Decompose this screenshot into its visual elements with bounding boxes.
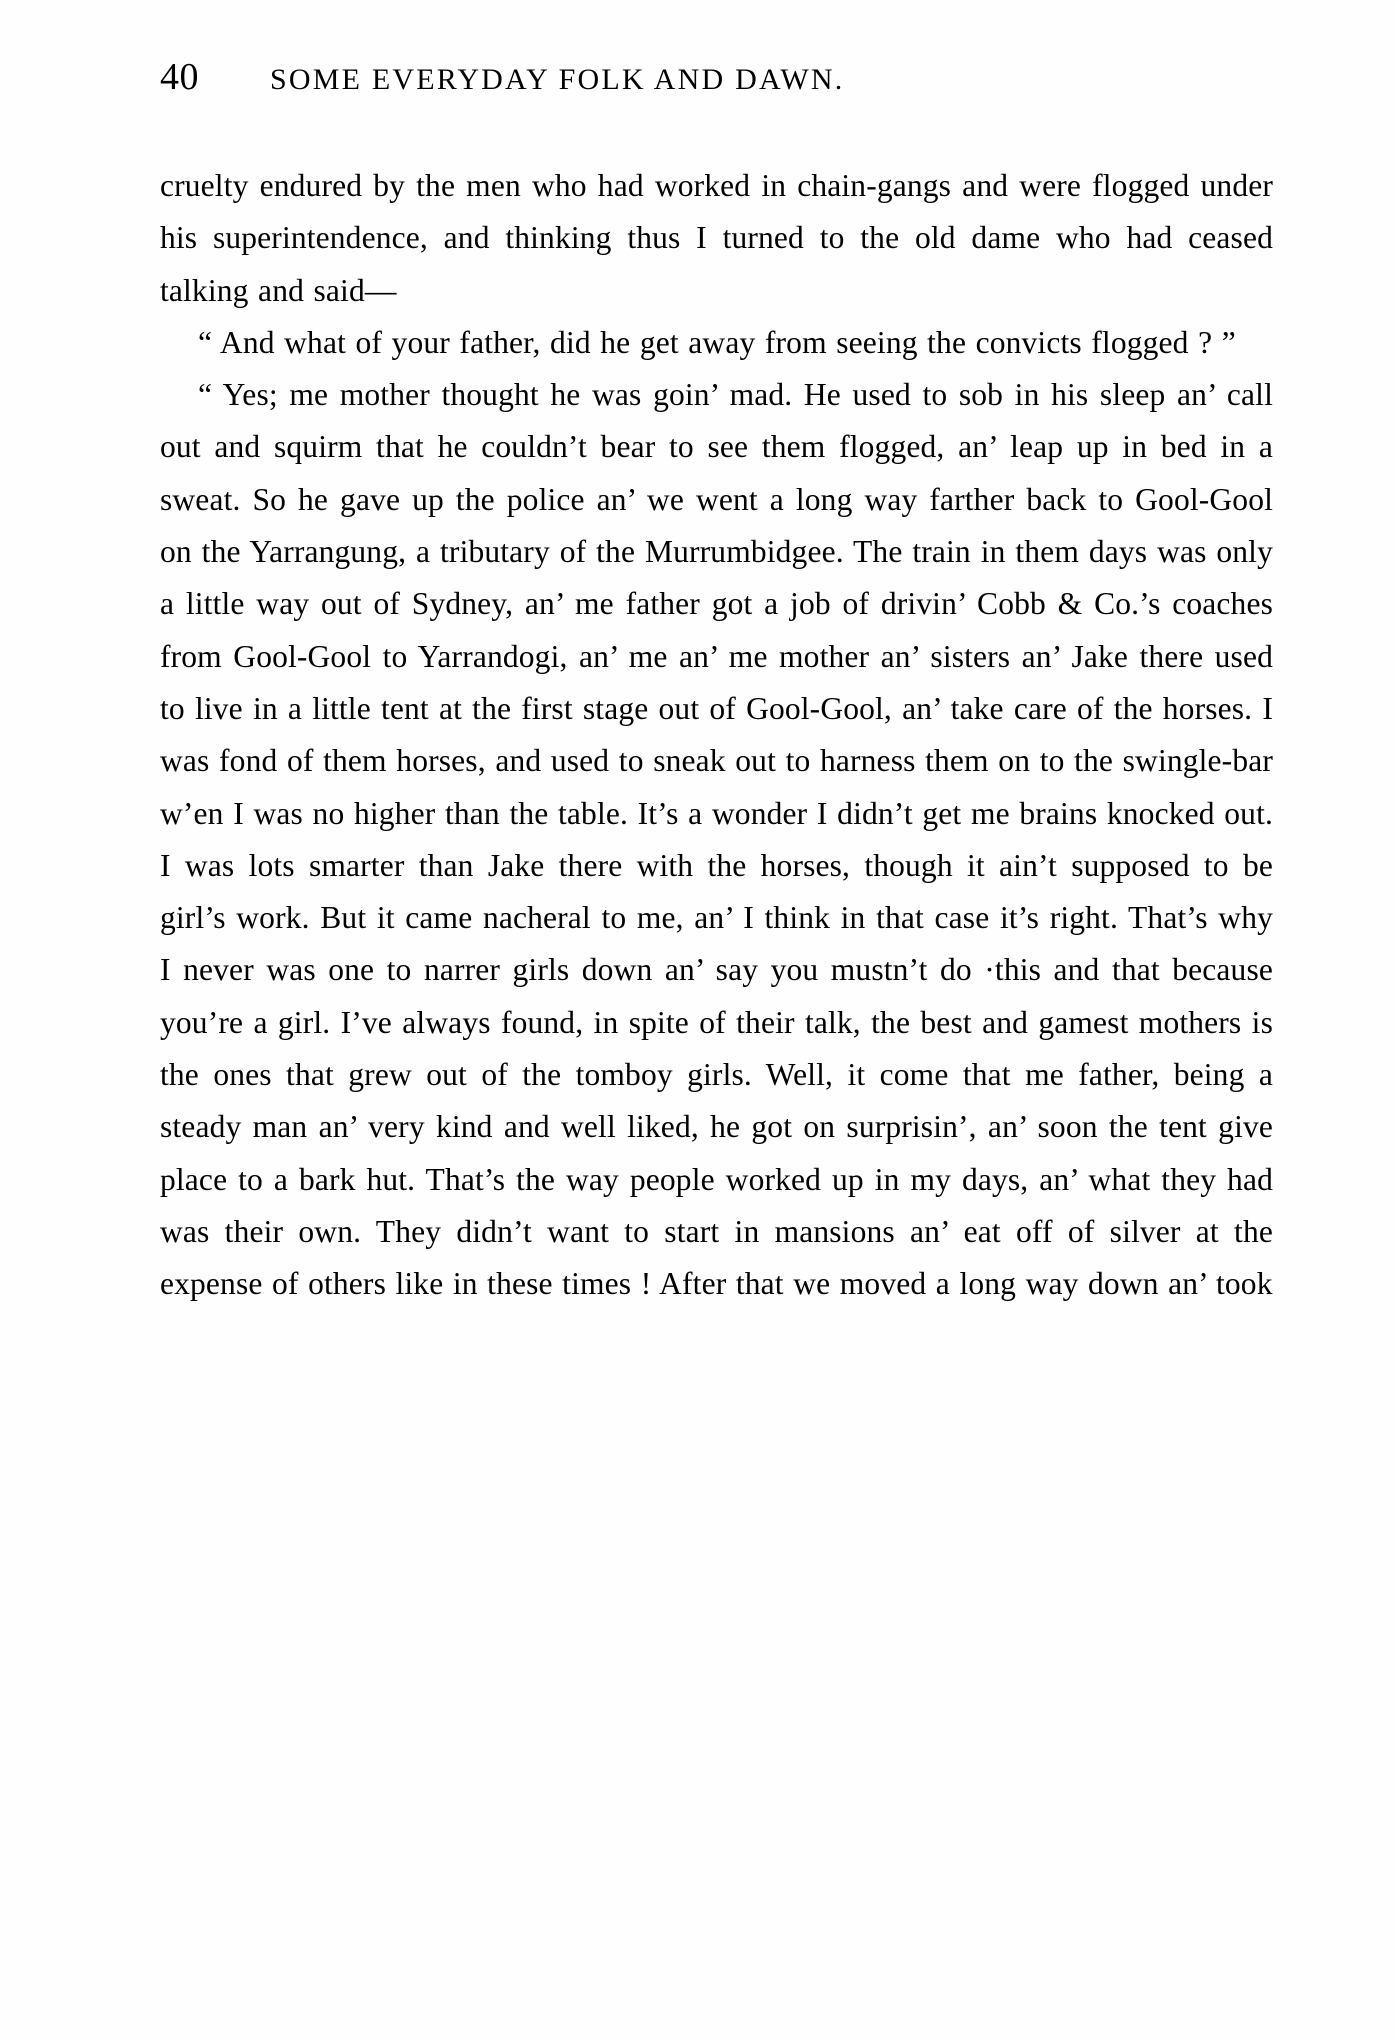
page-body (160, 160, 1273, 1311)
paragraph: “ Yes; me mother thought he was goin’ mad. He used to sob in his sleep an’ call out and squirm that he couldn’t bear to see them flogged, an’ leap up in bed in a sweat. So he gave up the police an’ we went a long way farther back to Gool-Gool on the Yarrangung, a tributary of the Murrumbidgee. The train in them days was only a little way out of Sydney, an’ me father got a job of drivin’ Cobb & Co.’s coaches from Gool-Gool to Yarrandogi, an’ me an’ me mother an’ sisters an’ Jake there used to live in a little tent at the first stage out of Gool-Gool, an’ take care of the horses. I was fond of them horses, and used to sneak out to harness them on to the swingle-bar w’en I was no higher than the table. It’s a wonder I didn’t get me brains knocked out. I was lots smarter than Jake there with the horses, though it ain’t supposed to be girl’s work. But it came nacheral to me, an’ I think in that case it’s right. That’s why I never was one to narrer girls down an’ say you mustn’t do ·this and that because you’re a girl. I’ve always found, in spite of their talk, the best and gamest mothers is the ones that grew out of the tomboy girls. Well, it come that me father, being a steady man an’ very kind and well liked, he got on surprisin’, an’ soon the tent give place to a bark hut. That’s the way people worked up in my days, an’ what they had was their own. They didn’t want to start in mansions an’ eat off of silver at the expense of others like in these times ! After that we moved a long way down an’ took (160, 377, 1273, 1302)
page-number: 40 (160, 56, 199, 98)
running-head: SOME EVERYDAY FOLK AND DAWN. (270, 63, 845, 96)
paragraph: “ And what of your father, did he get away from seeing the convicts flogged ? ” (198, 324, 1236, 360)
page-header (160, 55, 1290, 101)
paragraph: cruelty endured by the men who had worked in chain-gangs and were flogged under his superintendence, and thinking thus I turned to the old dame who had ceased talking and said— (160, 168, 1273, 308)
